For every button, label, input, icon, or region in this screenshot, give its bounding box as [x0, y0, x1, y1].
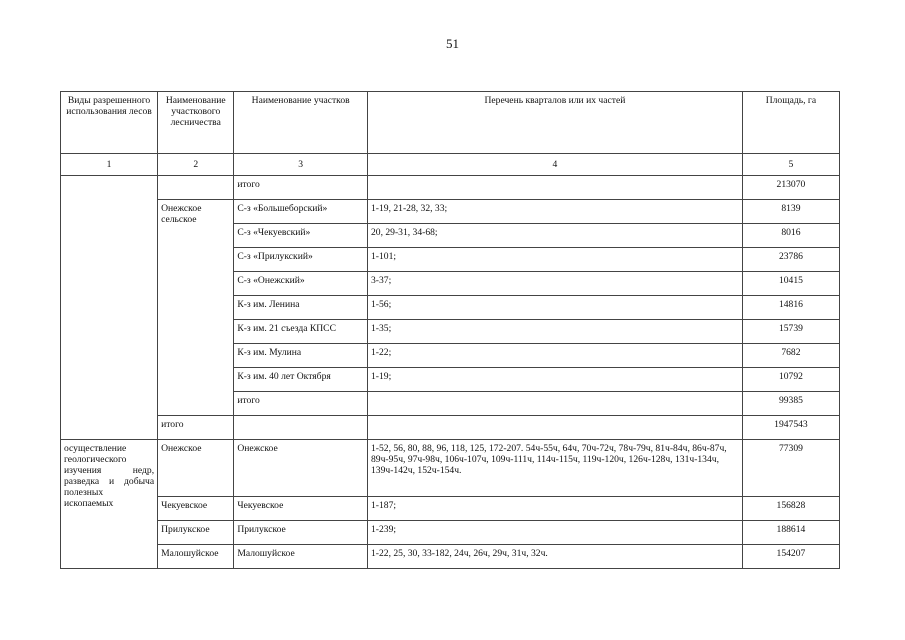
area-cell: 10415 [742, 272, 839, 296]
table-row [61, 440, 840, 497]
site-name-cell [234, 416, 368, 440]
quarters-cell: 1-239; [367, 521, 742, 545]
quarters-cell: 1-52, 56, 80, 88, 96, 118, 125, 172-207. 54ч-55ч, 64ч, 70ч-72ч, 78ч-79ч, 81ч-84ч, 86ч-87ч, 89ч-95ч, 97ч-98ч, 106ч-107ч, 109ч-111ч, 114ч-115ч, 119ч-120ч, 126ч-128ч, 131ч-134ч, 139ч-142ч, 152ч-154ч. [367, 440, 742, 497]
quarters-cell [367, 176, 742, 200]
column-number-row [61, 154, 840, 176]
area-cell: 99385 [742, 392, 839, 416]
header-area: Площадь, га [742, 92, 839, 154]
site-name-cell: К-з им. Мулина [234, 344, 368, 368]
district-cell: Онежское [158, 440, 234, 497]
area-cell: 8139 [742, 200, 839, 224]
district-cell [158, 176, 234, 200]
quarters-cell [367, 392, 742, 416]
area-cell: 23786 [742, 248, 839, 272]
use-type-cell: осуществление геологического изучения недр, разведка и добыча полезных ископаемых [61, 440, 158, 569]
area-cell: 14816 [742, 296, 839, 320]
table-row [61, 521, 840, 545]
header-site-name: Наименование участков [234, 92, 368, 154]
site-name-cell: С-з «Прилукский» [234, 248, 368, 272]
area-cell: 1947543 [742, 416, 839, 440]
quarters-cell: 1-187; [367, 497, 742, 521]
area-cell: 15739 [742, 320, 839, 344]
site-name-cell: К-з им. 21 съезда КПСС [234, 320, 368, 344]
area-cell: 213070 [742, 176, 839, 200]
site-name-cell: С-з «Онежский» [234, 272, 368, 296]
table-row [61, 497, 840, 521]
area-cell: 7682 [742, 344, 839, 368]
quarters-cell: 1-35; [367, 320, 742, 344]
site-name-cell: Чекуевское [234, 497, 368, 521]
table-row [61, 200, 840, 224]
quarters-cell: 1-22; [367, 344, 742, 368]
site-name-cell: Прилукское [234, 521, 368, 545]
district-cell: Прилукское [158, 521, 234, 545]
district-cell: Малошуйское [158, 545, 234, 569]
table-row [61, 416, 840, 440]
site-name-cell: итого [234, 176, 368, 200]
table-header-row [61, 92, 840, 154]
use-type-cell-empty [61, 176, 158, 440]
column-number: 2 [158, 154, 234, 176]
column-number: 4 [367, 154, 742, 176]
column-number: 1 [61, 154, 158, 176]
site-name-cell: Малошуйское [234, 545, 368, 569]
site-name-cell: С-з «Большеборский» [234, 200, 368, 224]
header-use-type: Виды разрешенного использования лесов [61, 92, 158, 154]
site-name-cell: К-з им. 40 лет Октября [234, 368, 368, 392]
area-cell: 188614 [742, 521, 839, 545]
district-cell: итого [158, 416, 234, 440]
quarters-cell: 1-56; [367, 296, 742, 320]
district-cell: Онежское сельское [158, 200, 234, 416]
table-row [61, 176, 840, 200]
quarters-cell: 1-19; [367, 368, 742, 392]
district-cell: Чекуевское [158, 497, 234, 521]
site-name-cell: Онежское [234, 440, 368, 497]
site-name-cell: С-з «Чекуевский» [234, 224, 368, 248]
area-cell: 156828 [742, 497, 839, 521]
column-number: 3 [234, 154, 368, 176]
quarters-cell: 20, 29-31, 34-68; [367, 224, 742, 248]
header-district: Наименование участкового лесничества [158, 92, 234, 154]
area-cell: 10792 [742, 368, 839, 392]
column-number: 5 [742, 154, 839, 176]
quarters-cell: 1-101; [367, 248, 742, 272]
quarters-cell [367, 416, 742, 440]
forest-use-table [60, 91, 840, 569]
quarters-cell: 3-37; [367, 272, 742, 296]
area-cell: 8016 [742, 224, 839, 248]
site-name-cell: К-з им. Ленина [234, 296, 368, 320]
area-cell: 154207 [742, 545, 839, 569]
header-quarters: Перечень кварталов или их частей [367, 92, 742, 154]
table-row [61, 545, 840, 569]
quarters-cell: 1-22, 25, 30, 33-182, 24ч, 26ч, 29ч, 31ч, 32ч. [367, 545, 742, 569]
quarters-cell: 1-19, 21-28, 32, 33; [367, 200, 742, 224]
area-cell: 77309 [742, 440, 839, 497]
site-name-cell: итого [234, 392, 368, 416]
page-number: 51 [446, 36, 459, 51]
